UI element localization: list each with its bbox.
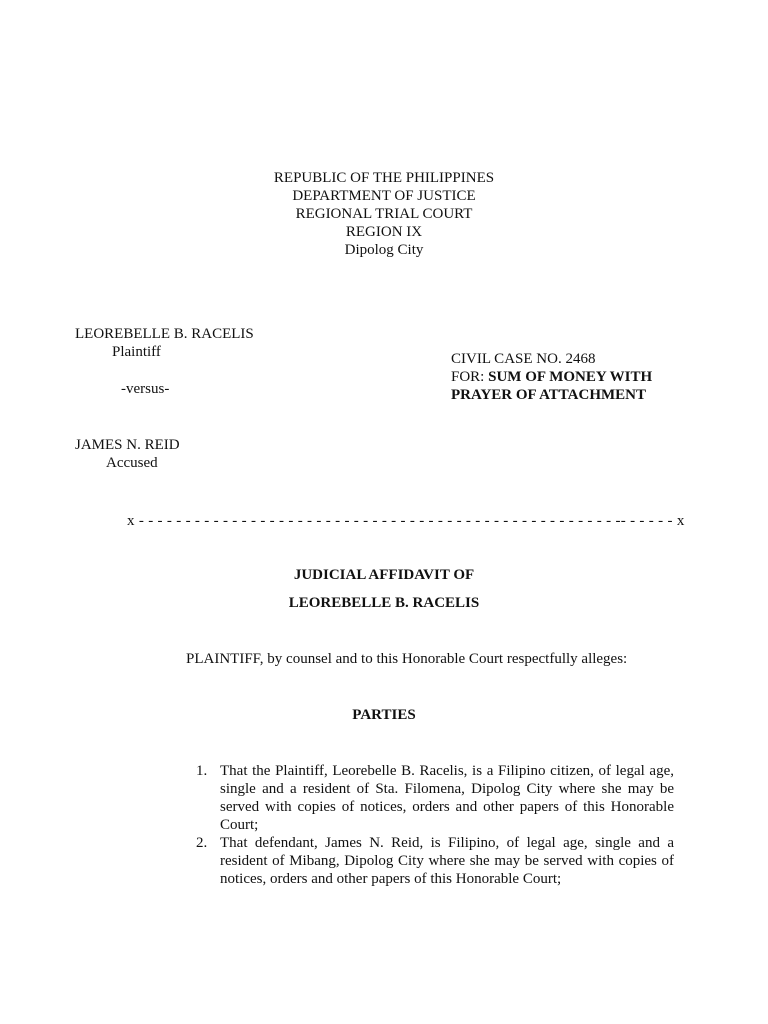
parties-list (196, 762, 674, 888)
case-for-line1 (451, 368, 652, 386)
plaintiff-name: LEOREBELLE B. RACELIS (75, 326, 254, 342)
court-header (0, 169, 768, 259)
document-title: JUDICIAL AFFIDAVIT OF (293, 567, 475, 583)
header-region: REGION IX (345, 224, 423, 240)
case-for-value-1: SUM OF MONEY WITH (488, 369, 653, 385)
case-number: CIVIL CASE NO. 2468 (451, 351, 596, 367)
accused-name: JAMES N. REID (75, 437, 180, 453)
accused-role: Accused (106, 455, 158, 471)
header-republic: REPUBLIC OF THE PHILIPPINES (273, 170, 495, 186)
accused-block (75, 436, 180, 472)
header-department: DEPARTMENT OF JUSTICE (292, 188, 476, 204)
case-for-value-2: PRAYER OF ATTACHMENT (451, 387, 647, 403)
versus-label: -versus- (121, 381, 170, 397)
list-item (196, 762, 674, 834)
list-item-number: 2. (196, 835, 208, 851)
caption-separator: x - - - - - - - - - - - - - - - - - - - - - - - - - - - - - - - - - - - - - - - - - - - - - - - - - - - -- - - - - - x (127, 513, 685, 529)
header-city: Dipolog City (344, 242, 424, 258)
plaintiff-role: Plaintiff (112, 344, 161, 360)
list-item-text: That defendant, James N. Reid, is Filipino, of legal age, single and a resident of Mibang, Dipolog City where she may be served with copies of notices, orders and other papers of this Honorable Court; (220, 835, 674, 887)
list-item-text: That the Plaintiff, Leorebelle B. Racelis, is a Filipino citizen, of legal age, single and a resident of Sta. Filomena, Dipolog City where she may be served with copies of notices, orders and other papers of this Honorable Court; (220, 763, 674, 833)
parties-heading: PARTIES (352, 707, 416, 723)
list-item-number: 1. (196, 763, 208, 779)
intro-paragraph: PLAINTIFF, by counsel and to this Honorable Court respectfully alleges: (186, 651, 628, 667)
affiant-name: LEOREBELLE B. RACELIS (288, 595, 480, 611)
case-for-label: FOR: (451, 369, 489, 385)
header-court: REGIONAL TRIAL COURT (295, 206, 473, 222)
plaintiff-block (75, 325, 254, 361)
list-item (196, 834, 674, 888)
case-info (451, 350, 652, 404)
